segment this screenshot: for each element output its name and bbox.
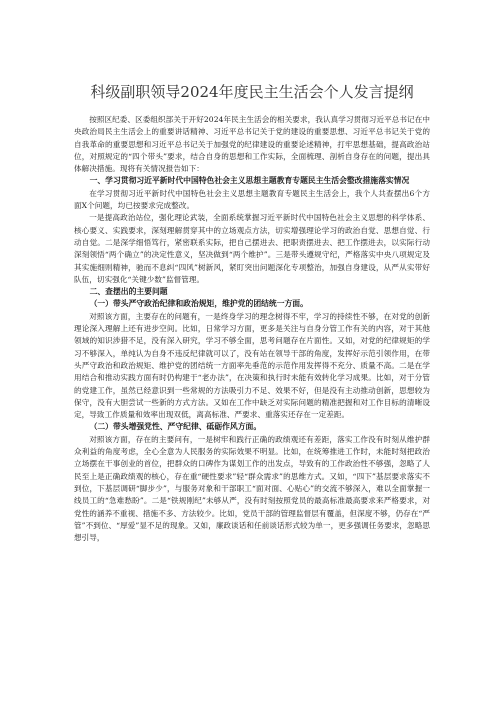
intro-paragraph: 按照区纪委、区委组织部关于开好2024年民主生活会的相关要求，我认真学习贯彻习近平总书记在中央政治局民主生活会上的重要讲话精神、习近平总书记关于党的建设的重要思想、习近平总书记关于党的自我革命的重要思想和习近平总书记关于加强党的纪律建设的重要论述精神，打牢思想基础，提高政治站位，对照规定的“四个带头”要求，结合自身的思想和工作实际，全面梳理、剖析自身存在的问题，提出具体解决措施。现将有关情况报告如下： bbox=[74, 115, 430, 174]
section1-paragraph-1: 在学习贯彻习近平新时代中国特色社会主义思想主题教育专题民主生活会上，我个人共查摆出6个方面X个问题，均已按要求完成整改。 bbox=[74, 188, 430, 211]
section1-paragraph-2: 一是提高政治站位，强化理论武装，全面系统掌握习近平新时代中国特色社会主义思想的科学体系、核心要义、实践要求，深刻理解贯穿其中的立场观点方法，切实增强理论学习的政治自觉、思想自觉、行动自觉。二是深学细悟笃行，紧密联系实际，把自己摆进去、把职责摆进去、把工作摆进去，以实际行动深刻领悟“两个确立”的决定性意义，坚决做到“两个维护”。三是带头遵规守纪，严格落实中央八项规定及其实施细则精神，驰而不息纠“四风”树新风，紧盯突出问题深化专项整治，加强自身建设，从严从实带好队伍，切实强化“关键少数”监督管理。 bbox=[74, 213, 430, 284]
document-title: 科级副职领导2024年度民主生活会个人发言提纲 bbox=[90, 83, 414, 101]
subsection2-body: 对照该方面，存在的主要问有，一是树牢和践行正确的政绩观还有差距，落实工作没有时刻从维护群众利益的角度考虑，全心全意为人民服务的实际效果不明显。比如，在统筹推进工作时，未能时刻把政治立场摆在干事创业的首位，把群众的口碑作为谋划工作的出发点，导致有的工作政治性不够强，忽略了人民至上是正确政绩观的核心，存在重“硬性要求”轻“群众需求”的思维方式。又如，“四下”基层要求落实不到位，下基层调研“脚步少”，与服务对象和干部职工“面对面、心贴心”的交流不够深入，难以全面掌握一线员工的“急难愁盼”。二是“铁规刚纪”未够从严，没有时刻按照党员的最高标准最高要求来严格要求，对党性的涵养不重视、措施不多、方法较少。比如，党员干部的管理监督层有覆盖，但深度不够，仍存在“严管”不到位、“厚爱”显不足的现象。又如，廉政谈话和任前谈话形式较为单一，更多强调任务要求，忽略思想引导， bbox=[74, 434, 430, 543]
section2-heading: 二、查摆出的主要问题 bbox=[89, 287, 168, 297]
subsection2-heading: （二）带头增强党性、严守纪律、砥砺作风方面。 bbox=[89, 422, 262, 432]
section1-heading: 一、学习贯彻习近平新时代中国特色社会主义思想主题教育专题民主生活会整改措施落实情况 bbox=[89, 176, 410, 186]
subsection1-body: 对照该方面，主要存在的问题有，一是终身学习的理念树得不牢，学习的持续性不够，在对党的创新理论深入理解上还有进步空间。比如，日常学习方面，更多是关注与自身分管工作有关的内容，对于其他领域的知识涉猎不足，没有深入研究，学习不够全面，思考问题存在片面性。又如，对党的纪律规矩的学习不够深入，单纯认为自身不违反纪律就可以了，没有站在领导干部的角度，发挥好示范引领作用，在带头严守政治和政治规矩、维护党的团结统一方面率先垂范的示范作用发挥得不充分、质量不高。二是在学用结合和推动实践方面有时仍构建于“老办法”，在决策和执行时未能有效转化学习成果。比如，对于分管的党建工作，虽然已经意识到一些常规的方法吸引力不足、效果不好，但是没有主动推动创新，思想较为保守，没有大胆尝试一些新的方式方法。又如在工作中缺乏对实际问题的精准把握和对工作目标的清晰设定，导致工作质量和效率出现双低，离高标准、严要求、重落实还存在一定差距。 bbox=[74, 311, 430, 420]
subsection1-heading: （一）带头严守政治纪律和政治规矩，维护党的团结统一方面。 bbox=[89, 299, 308, 309]
